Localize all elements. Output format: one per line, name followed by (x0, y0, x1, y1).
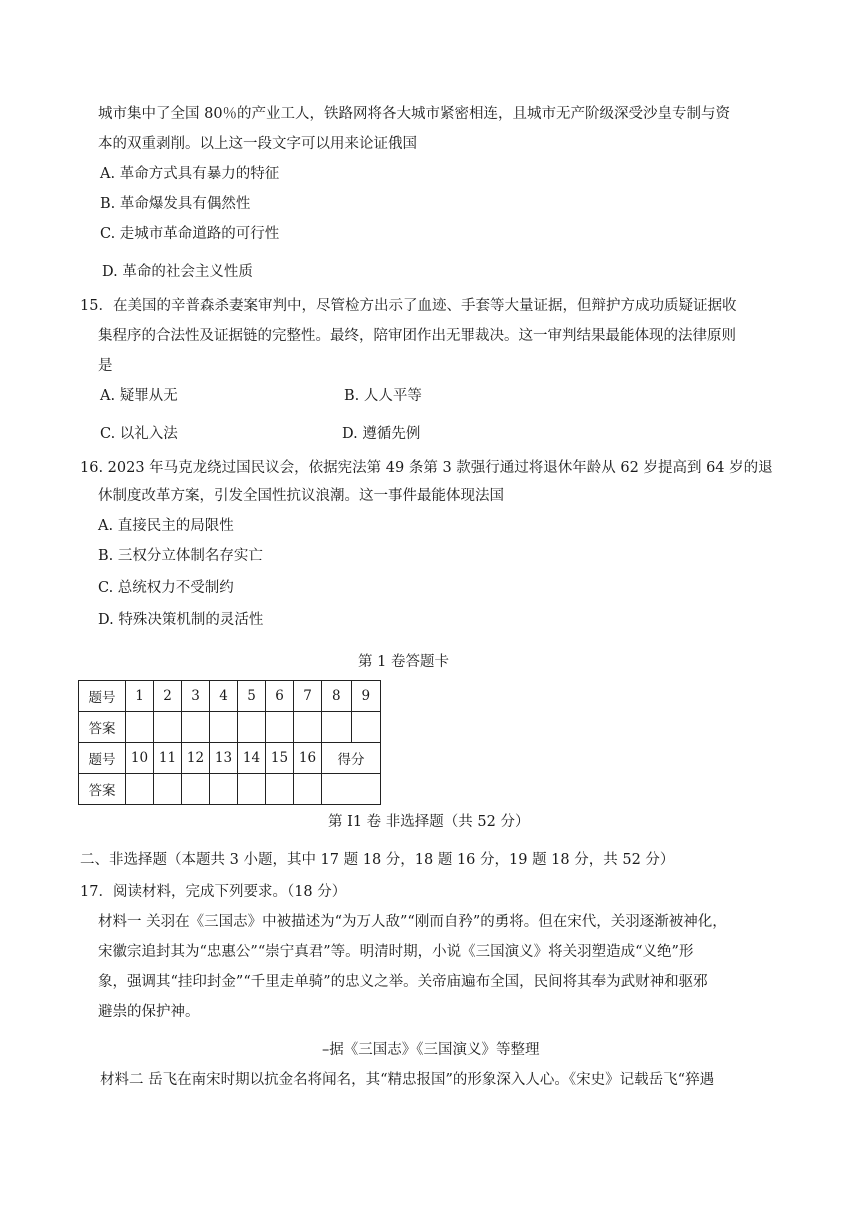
answer-cell[interactable] (154, 774, 182, 805)
question-number-cell: 5 (238, 681, 266, 712)
answer-card-table (78, 680, 381, 805)
question-number-cell: 14 (238, 743, 266, 774)
q14-option-d: D. 革命的社会主义性质 (102, 264, 253, 280)
table-row (79, 774, 381, 805)
q14-option-a: A. 革命方式具有暴力的特征 (100, 166, 280, 182)
question-number-cell: 15 (266, 743, 294, 774)
q14-option-c: C. 走城市革命道路的可行性 (100, 226, 280, 242)
answer-cell[interactable] (154, 712, 182, 743)
answer-cell[interactable] (182, 712, 210, 743)
answer-cell[interactable] (266, 774, 294, 805)
answer-cell[interactable] (322, 712, 352, 743)
table-header-cell: 答案 (79, 774, 126, 805)
q15-option-a: A. 疑罪从无 (100, 388, 178, 404)
volume-two-title: 第 I1 卷 非选择题（共 52 分） (328, 814, 530, 830)
table-row (79, 712, 381, 743)
answer-cell[interactable] (266, 712, 294, 743)
question-number-cell: 7 (294, 681, 322, 712)
answer-cell[interactable] (126, 712, 154, 743)
answer-cell[interactable] (210, 774, 238, 805)
q15-option-b: B. 人人平等 (344, 388, 422, 404)
q16-stem-line-2: 休制度改革方案，引发全国性抗议浪潮。这一事件最能体现法国 (98, 488, 504, 504)
table-header-cell: 题号 (79, 681, 126, 712)
table-header-cell: 答案 (79, 712, 126, 743)
answer-cell[interactable] (238, 774, 266, 805)
score-label-cell: 得分 (322, 743, 381, 774)
material-one-line-4: 避祟的保护神。 (98, 1004, 200, 1020)
question-number-cell: 1 (126, 681, 154, 712)
question-number-cell: 16 (294, 743, 322, 774)
answer-cell[interactable] (238, 712, 266, 743)
q16-stem-line-1: 16. 2023 年马克龙绕过国民议会，依据宪法第 49 条第 3 款强行通过将退休年龄从 62 岁提高到 64 岁的退 (80, 460, 773, 476)
q16-option-b: B. 三权分立体制名存实亡 (98, 548, 263, 564)
table-row (79, 743, 381, 774)
question-number-cell: 4 (210, 681, 238, 712)
table-header-cell: 题号 (79, 743, 126, 774)
answer-cell[interactable] (294, 774, 322, 805)
q16-option-c: C. 总统权力不受制约 (98, 580, 234, 596)
question-number-cell: 11 (154, 743, 182, 774)
q16-option-d: D. 特殊决策机制的灵活性 (98, 612, 264, 628)
material-one-line-1: 材料一 关羽在《三国志》中被描述为“为万人敌”“刚而自矜”的勇将。但在宋代，关羽逐渐被神化， (98, 914, 727, 930)
q14-option-b: B. 革命爆发具有偶然性 (100, 196, 251, 212)
material-one-source: –据《三国志》《三国演义》等整理 (322, 1042, 540, 1058)
section-heading: 二、非选择题（本题共 3 小题，其中 17 题 18 分，18 题 16 分，19 题 18 分，共 52 分） (80, 852, 675, 868)
answer-cell[interactable] (351, 712, 381, 743)
q15-option-d: D. 遵循先例 (342, 426, 421, 442)
question-number-cell: 9 (351, 681, 381, 712)
table-row (79, 681, 381, 712)
q17-heading: 17．阅读材料，完成下列要求。（18 分） (80, 884, 347, 900)
material-one-line-3: 象，强调其“挂印封金”“千里走单骑”的忠义之举。关帝庙遍布全国，民间将其奉为武财神和驱邪 (98, 974, 708, 990)
q15-option-c: C. 以礼入法 (100, 426, 178, 442)
answer-cell[interactable] (182, 774, 210, 805)
q15-stem-line-3: 是 (98, 358, 113, 374)
question-number-cell: 6 (266, 681, 294, 712)
question-number-cell: 8 (322, 681, 352, 712)
answer-cell[interactable] (210, 712, 238, 743)
answer-cell[interactable] (126, 774, 154, 805)
question-number-cell: 13 (210, 743, 238, 774)
material-one-line-2: 宋徽宗追封其为“忠惠公”“崇宁真君”等。明清时期，小说《三国演义》将关羽塑造成“义绝”形 (98, 944, 694, 960)
q15-stem-line-1: 15．在美国的辛普森杀妻案审判中，尽管检方出示了血迹、手套等大量证据，但辩护方成功质疑证据收 (80, 298, 737, 314)
score-cell[interactable] (322, 774, 381, 805)
answer-cell[interactable] (294, 712, 322, 743)
answer-card-title: 第 1 卷答题卡 (358, 654, 449, 670)
q14-stem-line-2: 本的双重剥削。以上这一段文字可以用来论证俄国 (98, 136, 417, 152)
material-two-line-1: 材料二 岳飞在南宋时期以抗金名将闻名，其“精忠报国”的形象深入人心。《宋史》记载岳飞“猝遇 (100, 1072, 715, 1088)
q16-option-a: A. 直接民主的局限性 (98, 518, 234, 534)
question-number-cell: 2 (154, 681, 182, 712)
question-number-cell: 3 (182, 681, 210, 712)
question-number-cell: 12 (182, 743, 210, 774)
q14-stem-line-1: 城市集中了全国 80％的产业工人，铁路网将各大城市紧密相连，且城市无产阶级深受沙皇专制与资 (98, 106, 731, 122)
question-number-cell: 10 (126, 743, 154, 774)
q15-stem-line-2: 集程序的合法性及证据链的完整性。最终，陪审团作出无罪裁决。这一审判结果最能体现的法律原则 (98, 328, 736, 344)
